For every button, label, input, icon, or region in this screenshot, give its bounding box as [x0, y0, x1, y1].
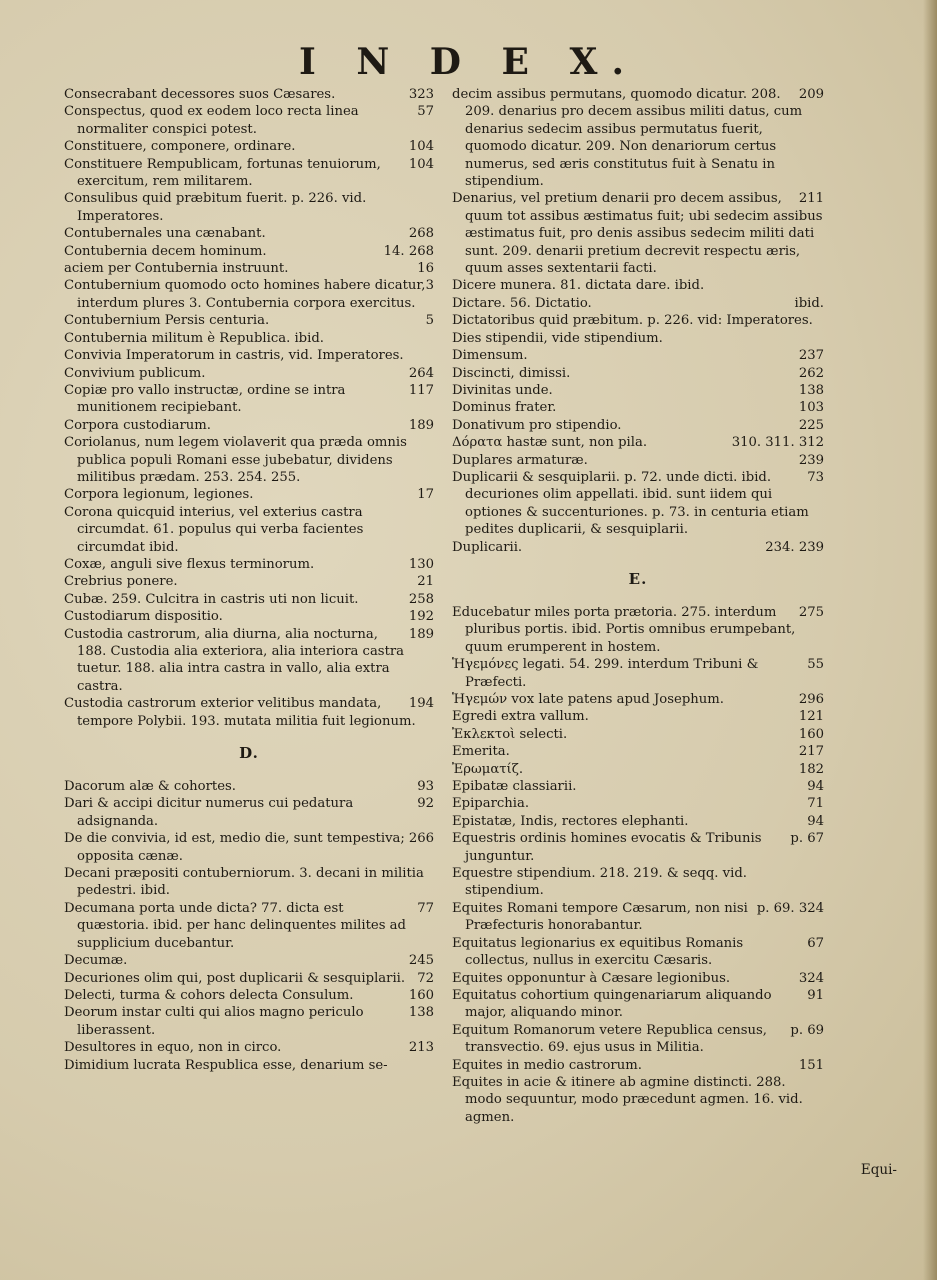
page-reference: 138: [408, 1005, 434, 1021]
index-entry: [64, 952, 434, 969]
page-reference: 324: [798, 970, 824, 986]
entry-text: aciem per Contubernia instruunt.: [64, 261, 289, 277]
page-reference: 262: [798, 365, 824, 381]
index-entry: [64, 778, 434, 795]
page-reference: 17: [417, 487, 434, 503]
section-letter-e: E.: [628, 569, 648, 588]
index-entry: [64, 695, 434, 730]
entry-text: Dictare. 56. Dictatio.: [452, 295, 592, 311]
index-entry: [452, 539, 824, 556]
index-entry: [64, 591, 434, 608]
page-reference: 91: [807, 987, 824, 1003]
page-reference: 73: [807, 469, 824, 485]
index-entry: [452, 935, 824, 970]
index-entry: [64, 138, 434, 155]
page-reference: 268: [408, 226, 434, 242]
index-entry: [64, 417, 434, 434]
entry-text: Equites in medio castrorum.: [452, 1057, 642, 1073]
index-entry: [64, 190, 434, 225]
page-reference: 189: [408, 417, 434, 433]
entry-text: Equites in acie & itinere ab agmine distincti. 288. modo sequuntur, modo præcedunt agmen. 16. vid. agmen.: [452, 1074, 803, 1125]
entry-text: Desultores in equo, non in circo.: [64, 1040, 282, 1056]
entry-text: Ἐκλεκτοὶ selecti.: [452, 726, 568, 742]
entry-text: Duplicarii & sesquiplarii. p. 72. unde dicti. ibid. decuriones olim appellati. ibid. sunt iidem qui optiones & succenturiones. p. 73. in centuria etiam pedites duplicarii, & sesquiplarii.: [452, 469, 809, 538]
page-reference: 77: [417, 900, 434, 916]
index-entry: [452, 604, 824, 656]
entry-text: Decumana porta unde dicta? 77. dicta est quæstoria. ibid. per hanc delinquentes milites ad supplicium ducebantur.: [64, 900, 406, 951]
entry-text: De die convivia, id est, medio die, sunt tempestiva; opposita cænæ.: [64, 831, 405, 864]
page-reference: 130: [408, 556, 434, 572]
index-entry: [452, 452, 824, 469]
index-entry: [64, 156, 434, 191]
entry-text: Equites Romani tempore Cæsarum, non nisi Præfecturis honorabantur.: [452, 900, 748, 934]
entry-text: Contubernium Persis centuria.: [64, 313, 270, 329]
section-letter-d: D.: [239, 744, 259, 763]
index-entry: [64, 243, 434, 260]
index-entry: [452, 830, 824, 865]
page-reference: 209: [798, 87, 824, 102]
index-entry: [452, 1074, 824, 1126]
entry-text: Educebatur miles porta prætoria. 275. interdum pluribus portis. ibid. Portis omnibus erumpebant, quum erumperent in hostem.: [452, 604, 796, 655]
entry-text: Consulibus quid præbitum fuerit. p. 226. vid. Imperatores.: [64, 191, 367, 224]
index-entry: [64, 608, 434, 625]
entry-text: Dies stipendii, vide stipendium.: [452, 330, 663, 346]
index-entry: [64, 1004, 434, 1039]
page-reference: 71: [807, 796, 824, 812]
entries-d-continued: [452, 86, 824, 556]
entry-text: Constituere Rempublicam, fortunas tenuiorum, exercitum, rem militarem.: [64, 156, 381, 190]
index-entry: [452, 330, 824, 347]
index-entry: [64, 382, 434, 417]
page-reference: 138: [798, 382, 824, 398]
page-reference: 160: [798, 726, 824, 742]
page-reference: 234. 239: [765, 539, 824, 555]
entry-text: Dimensum.: [452, 348, 528, 364]
page-reference: 192: [408, 609, 434, 625]
page-reference: 151: [798, 1057, 824, 1073]
index-entry: [452, 726, 824, 743]
entry-text: Divinitas unde.: [452, 382, 553, 398]
page-reference: 194: [408, 696, 434, 712]
right-column: [452, 86, 824, 1126]
entry-text: Consecrabant decessores suos Cæsares.: [64, 87, 336, 102]
entry-text: Decuriones olim qui, post duplicarii & sesquiplarii.: [64, 970, 406, 986]
page-reference: 5: [425, 313, 434, 329]
page-reference: 72: [417, 970, 434, 986]
entry-text: Equitatus cohortium quingenariarum aliquando major, aliquando minor.: [452, 987, 772, 1021]
entry-text: Δόρατα hastæ sunt, non pila.: [452, 435, 648, 451]
page-reference: 245: [408, 953, 434, 969]
page-reference: ibid.: [794, 295, 824, 311]
entry-text: Decumæ.: [64, 953, 128, 969]
entry-text: Copiæ pro vallo instructæ, ordine se intra munitionem recipiebant.: [64, 382, 346, 416]
entry-text: Contubernia militum è Republica. ibid.: [64, 330, 324, 346]
page-reference: 239: [798, 452, 824, 468]
page-reference: 21: [417, 574, 434, 590]
index-entry: [452, 365, 824, 382]
index-entry: [452, 399, 824, 416]
entry-text: Coxæ, anguli sive flexus terminorum.: [64, 556, 315, 572]
index-entry: [64, 225, 434, 242]
index-entry: [452, 778, 824, 795]
index-entry: [64, 795, 434, 830]
entry-text: Coriolanus, num legem violaverit qua præda omnis publica populi Romani esse jubebatur, dividens militibus prædam. 253. 254. 255.: [64, 435, 407, 485]
entries-d: [64, 778, 434, 1074]
index-entry: [64, 970, 434, 987]
index-entry: [452, 1057, 824, 1074]
entry-text: Equitatus legionarius ex equitibus Romanis collectus, nullus in exercitu Cæsaris.: [452, 935, 744, 969]
index-entry: [452, 277, 824, 294]
index-entry: [64, 504, 434, 556]
index-entry: [64, 900, 434, 952]
page-reference: 237: [798, 348, 824, 364]
entry-text: Dominus frater.: [452, 400, 557, 416]
entry-text: Cubæ. 259. Culcitra in castris uti non licuit.: [64, 591, 359, 607]
entry-text: Equites opponuntur à Cæsare legionibus.: [452, 970, 731, 986]
index-entry: [452, 656, 824, 691]
entry-text: Corpora legionum, legiones.: [64, 487, 254, 503]
entry-text: Custodia castrorum exterior velitibus mandata, tempore Polybii. 193. mutata militia fuit legionum.: [64, 696, 416, 729]
page-reference: 14. 268: [383, 243, 434, 259]
entry-text: Ἡγεμόνες legati. 54. 299. interdum Tribuni & Præfecti.: [452, 657, 759, 690]
page-reference: 211: [798, 191, 824, 207]
page-reference: 182: [798, 761, 824, 777]
index-entry: [452, 743, 824, 760]
entry-text: Crebrius ponere.: [64, 574, 178, 590]
index-entry: [64, 626, 434, 696]
index-entry: [452, 987, 824, 1022]
entry-text: Emerita.: [452, 744, 510, 760]
index-entry: [64, 865, 434, 900]
page-reference: 55: [807, 657, 824, 673]
index-entry: [452, 813, 824, 830]
index-entry: [452, 86, 824, 190]
entry-text: Duplares armaturæ.: [452, 452, 588, 468]
entry-text: Contubernium quomodo octo homines habere dicatur, interdum plures 3. Contubernia corpora exercitus.: [64, 278, 426, 311]
entry-text: Dimidium lucrata Respublica esse, denarium se-: [64, 1057, 388, 1073]
index-entry: [452, 900, 824, 935]
entry-text: Equestris ordinis homines evocatis & Tribunis junguntur.: [452, 831, 762, 864]
index-entry: [64, 260, 434, 277]
page-reference: 103: [798, 400, 824, 416]
index-entry: [64, 486, 434, 503]
index-entry: [452, 312, 824, 329]
index-entry: [64, 347, 434, 364]
page-reference: 67: [807, 935, 824, 951]
page-reference: 104: [408, 156, 434, 172]
index-entry: [64, 556, 434, 573]
page-reference: 160: [408, 987, 434, 1003]
entry-text: Equitum Romanorum vetere Republica census, transvectio. 69. ejus usus in Militia.: [452, 1022, 767, 1056]
entry-text: Convivium publicum.: [64, 365, 206, 381]
entry-text: Conspectus, quod ex eodem loco recta linea normaliter conspici potest.: [64, 104, 359, 137]
entry-text: Contubernia decem hominum.: [64, 243, 267, 259]
index-entry: [64, 330, 434, 347]
index-entry: [64, 277, 434, 312]
index-entry: [452, 1022, 824, 1057]
page-reference: 16: [417, 261, 434, 277]
page-reference: 121: [798, 709, 824, 725]
index-entry: [452, 795, 824, 812]
page-reference: 266: [408, 831, 434, 847]
page-reference: 213: [408, 1040, 434, 1056]
entry-text: Decani præpositi contuberniorum. 3. decani in militia pedestri. ibid.: [64, 866, 424, 899]
entry-text: Deorum instar culti qui alios magno periculo liberassent.: [64, 1005, 364, 1038]
index-entry: [452, 761, 824, 778]
page-reference: 57: [417, 104, 434, 120]
page-reference: 94: [807, 813, 824, 829]
entry-text: Egredi extra vallum.: [452, 709, 589, 725]
index-entry: [64, 103, 434, 138]
page-reference: 189: [408, 626, 434, 642]
index-entry: [64, 1039, 434, 1056]
page-title: I N D E X.: [298, 41, 638, 83]
index-entry: [452, 970, 824, 987]
left-column: [64, 86, 434, 1074]
page-reference: 310. 311. 312: [731, 435, 824, 451]
index-entry: [64, 312, 434, 329]
index-entry: [64, 86, 434, 103]
page-reference: 3: [425, 278, 434, 294]
index-entry: [64, 987, 434, 1004]
entry-text: Custodiarum dispositio.: [64, 609, 223, 625]
entries-e: [452, 604, 824, 1126]
entry-text: Dari & accipi dicitur numerus cui pedatura adsignanda.: [64, 796, 354, 829]
entry-text: Dictatoribus quid præbitum. p. 226. vid: Imperatores.: [452, 313, 813, 329]
entry-text: Corona quicquid interius, vel exterius castra circumdat. 61. populus qui verba facientes circumdat ibid.: [64, 504, 364, 555]
entry-text: Duplicarii.: [452, 539, 523, 555]
entry-text: Epistatæ, Indis, rectores elephanti.: [452, 813, 689, 829]
page-edge-shadow: [923, 0, 937, 1280]
entry-text: Denarius, vel pretium denarii pro decem assibus, quum tot assibus æstimatus fuit; ubi sedecim assibus æstimatus fuit, pro denis assibus sedecim militi dati sunt. 209. denarii pretium decrevit respectu æris, quum asses sextentarii facti.: [452, 191, 823, 277]
entry-text: Equestre stipendium. 218. 219. & seqq. vid. stipendium.: [452, 866, 747, 899]
entry-text: Delecti, turma & cohors delecta Consulum.: [64, 987, 354, 1003]
index-entry: [452, 417, 824, 434]
page-reference: 117: [408, 382, 434, 398]
entry-text: Discincti, dimissi.: [452, 365, 571, 381]
page-reference: p. 69. 324: [756, 900, 824, 916]
page-reference: 92: [417, 796, 434, 812]
entry-text: Donativum pro stipendio.: [452, 417, 622, 433]
index-entry: [452, 691, 824, 708]
index-entry: [64, 434, 434, 486]
page-reference: 258: [408, 591, 434, 607]
entry-text: Dacorum alæ & cohortes.: [64, 779, 236, 795]
index-entry: [452, 382, 824, 399]
entry-text: Custodia castrorum, alia diurna, alia nocturna, 188. Custodia alia exteriora, alia interiora castra tuetur. 188. alia intra castra in vallo, alia extra castra.: [64, 626, 405, 694]
index-entry: [452, 295, 824, 312]
index-entry: [64, 1057, 434, 1074]
page-reference: 264: [408, 365, 434, 381]
page-reference: 217: [798, 744, 824, 760]
entry-text: Ἐρωματίζ.: [452, 761, 524, 777]
index-entry: [452, 469, 824, 539]
index-entry: [64, 573, 434, 590]
page-reference: 296: [798, 692, 824, 707]
entry-text: Corpora custodiarum.: [64, 417, 211, 433]
index-entry: [452, 190, 824, 277]
page-reference: p. 69: [790, 1022, 824, 1038]
page-reference: 104: [408, 139, 434, 155]
entries-c: [64, 86, 434, 730]
entry-text: Constituere, componere, ordinare.: [64, 139, 296, 155]
entry-text: Epibatæ classiarii.: [452, 779, 577, 795]
entry-text: decim assibus permutans, quomodo dicatur. 208. 209. denarius pro decem assibus militi datus, cum denarius sedecim assibus permutatus fuerit, quomodo dicatur. 209. Non denariorum certus numerus, sed æris constitutus fuit à Senatu in stipendium.: [452, 87, 803, 190]
index-entry: [452, 347, 824, 364]
index-entry: [452, 865, 824, 900]
entry-text: Epiparchia.: [452, 796, 530, 812]
index-entry: [64, 365, 434, 382]
page-reference: 275: [798, 604, 824, 620]
index-entry: [452, 434, 824, 451]
page-reference: 323: [408, 87, 434, 102]
page-reference: p. 67: [790, 831, 824, 847]
page-reference: 225: [798, 417, 824, 433]
entry-text: Dicere munera. 81. dictata dare. ibid.: [452, 278, 705, 294]
index-entry: [452, 708, 824, 725]
catchword: Equi-: [860, 1162, 897, 1178]
entry-text: Ἡγεμών vox late patens apud Josephum.: [452, 692, 724, 707]
page-reference: 93: [417, 779, 434, 795]
entry-text: Convivia Imperatorum in castris, vid. Imperatores.: [64, 348, 404, 364]
index-entry: [64, 830, 434, 865]
entry-text: Contubernales una cænabant.: [64, 226, 266, 242]
page-reference: 94: [807, 779, 824, 795]
